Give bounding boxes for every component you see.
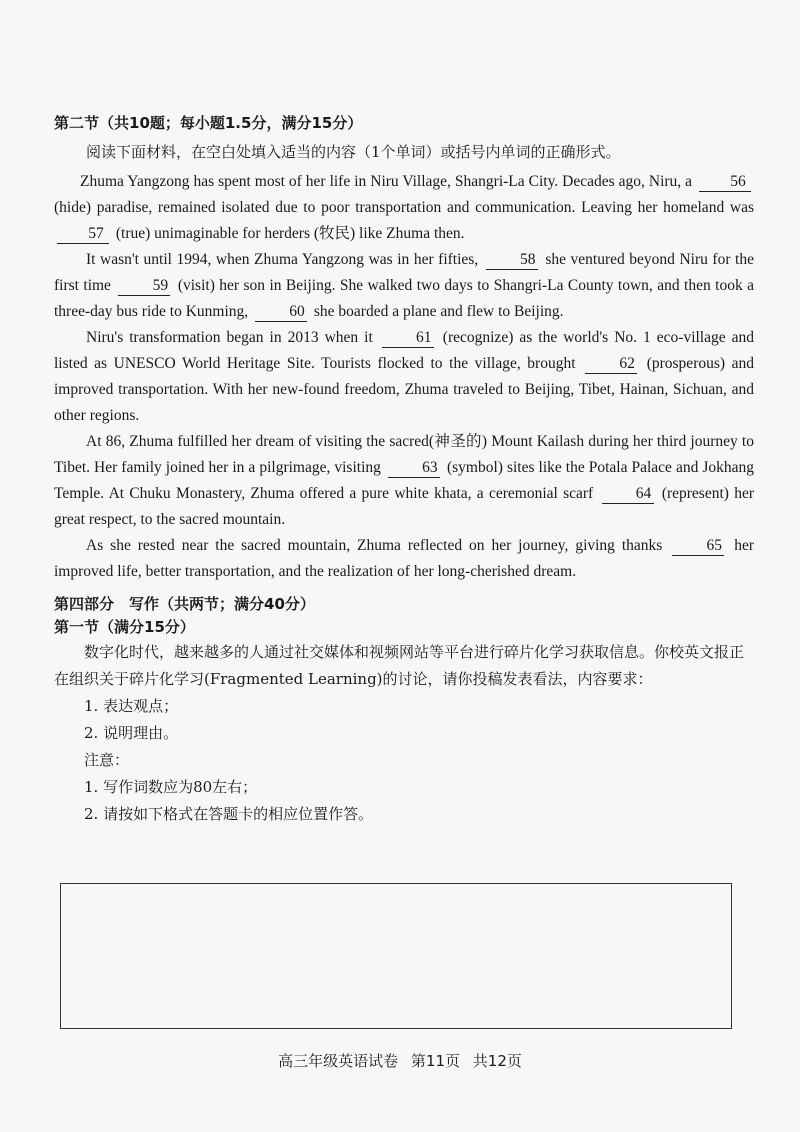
blank-60[interactable]: 60 [255,303,307,322]
passage-text: she ventured beyond Niru for the first time [54,251,754,294]
section-instruction: 阅读下面材料，在空白处填入适当的内容（1个单词）或括号内单词的正确形式。 [86,143,621,161]
section-one-heading: 第一节（满分15分） [54,618,195,636]
blank-58[interactable]: 58 [486,251,538,270]
passage-paragraph-1 [54,169,754,247]
note-2: 2. 请按如下格式在答题卡的相应位置作答。 [84,805,374,823]
page-footer [0,1050,800,1071]
blank-65[interactable]: 65 [672,537,724,556]
passage-text: she boarded a plane and flew to Beijing. [313,303,564,320]
passage-paragraph-2 [54,247,754,325]
passage-text: (hide) paradise, remained isolated due to poor transportation and communication. Leaving her homeland was [54,199,754,216]
writing-prompt: 数字化时代，越来越多的人通过社交媒体和视频网站等平台进行碎片化学习获取信息。你校英文报正在组织关于碎片化学习(Fragmented Learning)的讨论，请你投稿发表看法，内容要求： [54,643,745,688]
blank-64[interactable]: 64 [602,485,654,504]
total-pages: 共12页 [472,1052,522,1070]
passage-paragraph-3 [54,325,754,429]
passage-text: her improved life, better transportation, and the realization of her long-cherished dream. [54,537,754,580]
exam-title: 高三年级英语试卷 [278,1052,399,1070]
exam-page [54,112,754,828]
passage-text: (prosperous) and improved transportation. With her new-found freedom, Zhuma traveled to Beijing, Tibet, Hainan, Sichuan, and other regions. [54,355,755,424]
answer-box[interactable] [60,883,732,1029]
passage-text: (represent) her great respect, to the sacred mountain. [54,485,755,528]
blank-62[interactable]: 62 [585,355,637,374]
passage-text: At 86, Zhuma fulfilled her dream of visiting the sacred(神圣的) Mount Kailash during her third journey to Tibet. Her family joined her in a pilgrimage, visiting [54,433,754,476]
blank-63[interactable]: 63 [388,459,440,478]
section-heading: 第二节（共10题；每小题1.5分，满分15分） [54,114,363,132]
passage-text: Niru's transformation began in 2013 when it [86,329,373,346]
passage-text: (recognize) as the world's No. 1 eco-village and listed as UNESCO World Heritage Site. Tourists flocked to the village, brought [54,329,755,372]
passage-text: Zhuma Yangzong has spent most of her life in Niru Village, Shangri-La City. Decades ago, Niru, a [80,173,693,190]
passage-paragraph-4 [54,429,754,533]
blank-57[interactable]: 57 [57,225,109,244]
passage-text: As she rested near the sacred mountain, Zhuma reflected on her journey, giving thanks [86,537,663,554]
requirement-1: 1. 表达观点； [84,697,179,715]
note-label: 注意： [84,751,130,769]
passage-paragraph-5 [54,533,754,585]
part-four-heading: 第四部分 写作（共两节；满分40分） [54,595,315,613]
blank-56[interactable]: 56 [699,173,751,192]
passage-text: (true) unimaginable for herders (牧民) like Zhuma then. [115,225,465,242]
note-1: 1. 写作词数应为80左右； [84,778,258,796]
blank-61[interactable]: 61 [382,329,434,348]
blank-59[interactable]: 59 [118,277,170,296]
passage-text: (visit) her son in Beijing. She walked two days to Shangri-La County town, and then took a three-day bus ride to Kunming, [54,277,755,320]
page-number: 第11页 [410,1052,460,1070]
requirement-2: 2. 说明理由。 [84,724,179,742]
passage-text: It wasn't until 1994, when Zhuma Yangzong was in her fifties, [86,251,479,268]
passage-text: (symbol) sites like the Potala Palace and Jokhang Temple. At Chuku Monastery, Zhuma offered a pure white khata, a ceremonial scarf [54,459,755,502]
